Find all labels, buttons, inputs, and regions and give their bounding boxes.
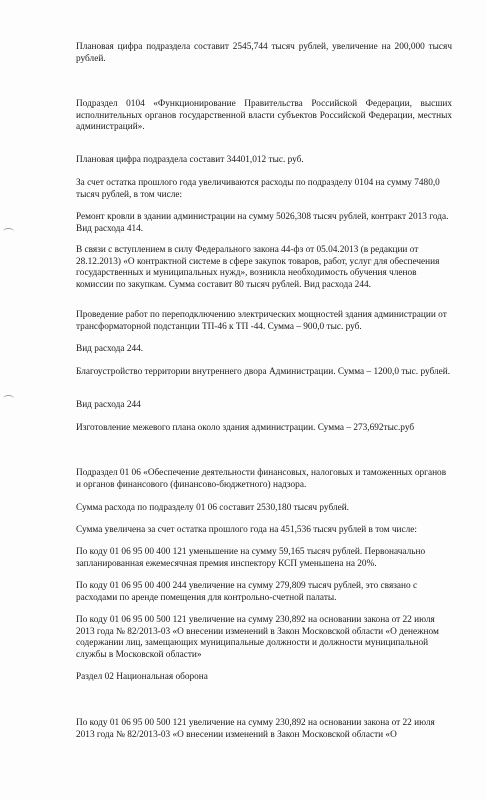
- paragraph: Благоустройство территории внутреннего двора Администрации. Сумма – 1200,0 тыс. рублей.: [76, 367, 451, 377]
- paragraph: В связи с вступлением в силу Федерального закона 44-фз от 05.04.2013 (в редакции от 28.12.2013) «О контрактной системе в сфере закупок товаров, работ, услуг для обеспечения государственных и муниципальных нужд», возникла необходимость обучения членов комиссии по закупкам. Сумма составит 80 тысяч рублей. Вид расхода 244.: [76, 245, 440, 290]
- paragraph: Подраздел 01 06 «Обеспечение деятельности финансовых, налоговых и таможенных органов и органов финансового (финансово-бюджетного) надзора.: [76, 468, 447, 490]
- paragraph: Сумма расхода по подразделу 01 06 составит 2530,180 тысяч рублей.: [76, 503, 350, 513]
- scan-artifact: [3, 395, 14, 402]
- paragraph: Подраздел 0104 «Функционирование Правительства Российской Федерации, высших исполнительных органов государственной власти субъектов Российской Федерации, местных администраций».: [76, 99, 452, 133]
- section-heading: Раздел 02 Национальная оборона: [76, 672, 208, 682]
- paragraph: Сумма увеличена за счет остатка прошлого года на 451,536 тысяч рублей в том числе:: [76, 525, 417, 535]
- paragraph: Проведение работ по переподключению электрических мощностей здания администрации от трансформаторной подстанции ТП-46 к ТП -44. Сумма – 900,0 тыс. руб.: [76, 310, 447, 332]
- paragraph: По коду 01 06 95 00 500 121 увеличение на сумму 230,892 на основании закона от 22 июля 2013 года № 82/2013-03 «О внесении изменений в Закон Московской области «О денежном содержании лиц, замещающих муниципальные должности и должности муниципальной службы в Московской области»: [76, 615, 439, 660]
- scan-artifact: [3, 228, 14, 235]
- paragraph: Ремонт кровли в здании администрации на сумму 5026,308 тысяч рублей, контракт 2013 года. Вид расхода 414.: [76, 212, 449, 234]
- paragraph: По коду 01 06 95 00 500 121 увеличение на сумму 230,892 на основании закона от 22 июля 2013 года № 82/2013-03 «О внесении изменений в Закон Московской области «О: [76, 718, 435, 740]
- paragraph: За счет остатка прошлого года увеличиваются расходы по подразделу 0104 на сумму 7480,0 тысяч рублей, в том числе:: [76, 178, 440, 200]
- paragraph: По коду 01 06 95 00 400 244 увеличение на сумму 279,809 тысяч рублей, это связано с расходами по аренде помещения для контрольно-счетной палаты.: [76, 581, 418, 603]
- paragraph: По коду 01 06 95 00 400 121 уменьшение на сумму 59,165 тысяч рублей. Первоначально запланированная ежемесячная премия инспектору КСП уменьшена на 20%.: [76, 547, 426, 569]
- paragraph: Плановая цифра подраздела составит 2545,744 тысяч рублей, увеличение на 200,000 тысяч рублей.: [76, 42, 452, 64]
- paragraph: Вид расхода 244: [76, 400, 141, 410]
- paragraph: Плановая цифра подраздела составит 34401,012 тыс. руб.: [76, 155, 304, 165]
- paragraph: Изготовление межевого плана около здания администрации. Сумма – 273,692тыс.руб: [76, 423, 415, 433]
- paragraph: Вид расхода 244.: [76, 344, 144, 354]
